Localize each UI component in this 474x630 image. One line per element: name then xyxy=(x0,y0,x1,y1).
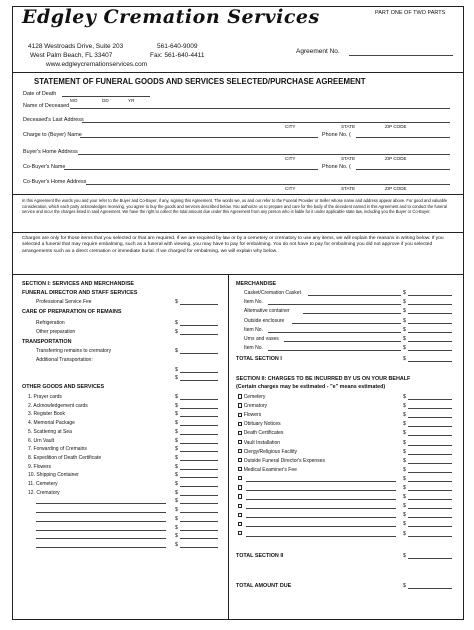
total-section-2-field[interactable] xyxy=(408,558,452,559)
merchandise-item-label: Item No. xyxy=(244,299,263,306)
city-label: CITY xyxy=(285,124,296,129)
city-label-2: CITY xyxy=(285,156,296,161)
merchandise-item-line[interactable] xyxy=(308,295,401,296)
blank-item-line[interactable] xyxy=(36,503,166,504)
state-label-2: STATE xyxy=(341,156,356,161)
other-goods-item-label: 10. Shipping Container xyxy=(28,472,79,479)
dollar-sign: $ xyxy=(175,515,178,522)
staff-title: FUNERAL DIRECTOR AND STAFF SERVICES xyxy=(22,290,138,296)
section-2-item[interactable] xyxy=(238,440,280,446)
dollar-sign: $ xyxy=(403,412,406,419)
dollar-sign: $ xyxy=(403,503,406,510)
dollar-sign: $ xyxy=(175,394,178,400)
agreement-no-label: Agreement No. xyxy=(296,48,340,55)
dollar-sign: $ xyxy=(403,530,406,537)
dollar-sign: $ xyxy=(175,507,178,514)
checkbox[interactable] xyxy=(238,422,242,426)
charges-paragraph: Charges are only for those items that you selected or that are required. If we are required by law or by a cemetery or crematory to use any items, we will explain the reasons in writing below. If you selected a funeral that may require embalming, such as a funeral with viewing, you may have to pay for embalming. You do not have to pay for embalming you did not approve if you selected arrangements such as a direct cremation or immediate burial. If we charged for embalming, we will explain why below. xyxy=(22,236,444,254)
dollar-sign: $ xyxy=(403,521,406,528)
fax-number: Fax: 561-640-4411 xyxy=(150,52,205,59)
divider-4 xyxy=(12,274,464,275)
checkbox[interactable] xyxy=(238,413,242,417)
merchandise-item-line[interactable] xyxy=(303,313,401,314)
other-goods-item-label: 1. Prayer cards xyxy=(28,394,62,400)
zip-label-3: ZIP CODE xyxy=(385,186,407,191)
merchandise-title: MERCHANDISE xyxy=(236,281,277,287)
other-goods-title: OTHER GOODS AND SERVICES xyxy=(22,384,105,390)
section-1-title: SECTION I: SERVICES AND MERCHANDISE xyxy=(22,281,135,287)
buyer-phone-field[interactable] xyxy=(356,137,450,138)
checkbox[interactable] xyxy=(238,394,242,398)
form-title: STATEMENT OF FUNERAL GOODS AND SERVICES SELECTED/PURCHASE AGREEMENT xyxy=(34,77,366,86)
section-2-item-field[interactable] xyxy=(408,490,452,491)
dollar-sign: $ xyxy=(175,367,178,373)
merchandise-item-line[interactable] xyxy=(268,350,401,351)
website: www.edgleycremationservices.com xyxy=(46,61,148,68)
dollar-sign: $ xyxy=(403,457,406,464)
section-2-blank-line[interactable] xyxy=(246,526,396,527)
checkbox[interactable] xyxy=(238,467,242,471)
dollar-sign: $ xyxy=(403,403,406,410)
dollar-sign: $ xyxy=(175,446,178,453)
other-goods-item-label: 9. Flowers xyxy=(28,463,52,470)
dollar-sign: $ xyxy=(175,541,178,548)
cobuyer-name-field[interactable] xyxy=(64,169,318,170)
other-goods-item-label: 6. Urn Vault xyxy=(28,437,55,444)
dollar-sign: $ xyxy=(403,421,406,428)
checkbox[interactable] xyxy=(238,531,242,535)
dollar-sign: $ xyxy=(403,336,406,342)
checkbox[interactable] xyxy=(238,513,242,517)
transport-title: TRANSPORTATION xyxy=(22,339,72,345)
other-goods-item-label: 11. Cemetery xyxy=(28,481,58,487)
other-goods-item-field[interactable] xyxy=(180,477,218,478)
other-goods-item-field[interactable] xyxy=(180,416,218,417)
total-section-1-label: TOTAL SECTION I xyxy=(236,356,282,362)
section-2-blank-item[interactable] xyxy=(238,503,244,509)
other-goods-item-field[interactable] xyxy=(180,469,218,470)
dollar-sign: $ xyxy=(403,553,406,559)
divider-2 xyxy=(12,194,464,195)
other-goods-item-label: 2. Acknowledgement cards xyxy=(28,402,88,409)
blank-item-line[interactable] xyxy=(36,538,166,539)
merchandise-item-label: Urns and vases xyxy=(244,336,279,342)
charge-to-field[interactable] xyxy=(80,137,318,138)
address-line2: West Palm Beach, FL 33407 xyxy=(30,52,113,59)
section-2-item-field[interactable] xyxy=(408,399,452,400)
dollar-sign: $ xyxy=(175,411,178,418)
section-2-item-label: Death Certificates xyxy=(243,430,284,437)
other-goods-item-field[interactable] xyxy=(180,460,218,461)
dollar-sign: $ xyxy=(403,475,406,482)
section-2-blank-line[interactable] xyxy=(246,490,396,491)
other-goods-item-label: 3. Register Book xyxy=(28,411,65,418)
dollar-sign: $ xyxy=(175,489,178,496)
dollar-sign: $ xyxy=(175,320,178,326)
other-prep-field[interactable] xyxy=(180,334,218,335)
section-2-item-field[interactable] xyxy=(408,408,452,409)
dollar-sign: $ xyxy=(403,494,406,501)
checkbox[interactable] xyxy=(238,449,242,453)
merchandise-item-field[interactable] xyxy=(408,323,452,324)
phone-label: Phone No. ( xyxy=(322,132,351,138)
refrigeration-label: Refrigeration xyxy=(36,320,65,326)
section-2-title: SECTION II: CHARGES TO BE INCURRED BY US ON YOUR BEHALF xyxy=(236,376,411,382)
phone-label-2: Phone No. ( xyxy=(322,164,351,170)
section-2-blank-item[interactable] xyxy=(238,485,244,491)
section-2-item-field[interactable] xyxy=(408,426,452,427)
section-2-item[interactable] xyxy=(238,458,325,464)
blank-item-amount-field[interactable] xyxy=(180,538,218,539)
additional-transport-field-1[interactable] xyxy=(180,372,218,373)
dollar-sign: $ xyxy=(175,472,178,479)
checkbox[interactable] xyxy=(238,431,242,435)
dollar-sign: $ xyxy=(403,356,406,362)
merchandise-item-label: Item No. xyxy=(244,326,263,333)
section-2-item-field[interactable] xyxy=(408,517,452,518)
section-2-item-label: Cemetery xyxy=(243,394,266,400)
checkbox[interactable] xyxy=(238,458,242,462)
merchandise-item-label: Outside enclosure xyxy=(244,317,285,324)
dollar-sign: $ xyxy=(175,437,178,444)
transfer-field[interactable] xyxy=(180,353,218,354)
other-goods-item-label: 8. Expedition of Death Certificate xyxy=(28,454,102,461)
care-title: CARE OF PREPARATION OF REMAINS xyxy=(22,309,122,315)
blank-item-amount-field[interactable] xyxy=(180,503,218,504)
dollar-sign: $ xyxy=(403,448,406,455)
section-2-item-label: Outside Funeral Director's Expenses xyxy=(243,457,325,464)
blank-item-line[interactable] xyxy=(36,512,166,513)
other-prep-label: Other preparation xyxy=(36,329,76,335)
section-2-blank-line[interactable] xyxy=(246,499,396,500)
dollar-sign: $ xyxy=(403,345,406,352)
cobuyer-phone-field[interactable] xyxy=(356,169,450,170)
section-2-item-field[interactable] xyxy=(408,463,452,464)
section-2-blank-item[interactable] xyxy=(238,521,244,527)
name-deceased-label: Name of Deceased xyxy=(23,103,70,109)
dollar-sign: $ xyxy=(175,329,178,335)
company-name: Edgley Cremation Services xyxy=(22,6,320,28)
section-2-item-label: Clergy/Religious Facility xyxy=(243,448,298,455)
checkbox[interactable] xyxy=(238,403,242,407)
mo-label: MO xyxy=(70,98,78,103)
section-2-blank-item[interactable] xyxy=(238,494,244,500)
phone-number: 561-640-9009 xyxy=(157,43,198,50)
buyer-home-field[interactable] xyxy=(78,154,450,155)
other-goods-item-label: 5. Scattering at Sea xyxy=(28,428,72,435)
section-2-blank-item[interactable] xyxy=(238,476,244,482)
dollar-sign: $ xyxy=(175,533,178,540)
checkbox[interactable] xyxy=(238,494,242,498)
other-goods-item-field[interactable] xyxy=(180,399,218,400)
section-2-blank-line[interactable] xyxy=(246,536,396,537)
dollar-sign: $ xyxy=(403,430,406,437)
part-label: PART ONE OF TWO PARTS xyxy=(375,10,446,16)
professional-fee-label: Professional Service Fee xyxy=(36,299,92,305)
section-2-note: (Certain charges may be estimated - "e" means estimated) xyxy=(236,384,386,390)
section-2-blank-item[interactable] xyxy=(238,512,244,518)
section-2-item-field[interactable] xyxy=(408,481,452,482)
dollar-sign: $ xyxy=(403,326,406,333)
dollar-sign: $ xyxy=(175,402,178,409)
section-2-item-label: Obituary Notices xyxy=(243,421,281,428)
blank-item-line[interactable] xyxy=(36,547,166,548)
zip-label-2: ZIP CODE xyxy=(385,156,407,161)
total-amount-due-field[interactable] xyxy=(408,588,452,589)
section-2-item-field[interactable] xyxy=(408,499,452,500)
other-goods-item-field[interactable] xyxy=(180,451,218,452)
section-2-item[interactable] xyxy=(238,412,261,418)
state-label-3: STATE xyxy=(341,186,356,191)
section-2-item-field[interactable] xyxy=(408,472,452,473)
merchandise-item-label: Casket/Cremation Casket xyxy=(244,290,301,296)
checkbox[interactable] xyxy=(238,485,242,489)
state-label: STATE xyxy=(341,124,356,129)
section-2-item[interactable] xyxy=(238,449,297,455)
merchandise-item-field[interactable] xyxy=(408,304,452,305)
date-of-death-field[interactable] xyxy=(62,96,150,97)
merchandise-item-field[interactable] xyxy=(408,295,452,296)
section-2-blank-item[interactable] xyxy=(238,531,244,537)
section-2-item[interactable] xyxy=(238,430,283,436)
buyer-home-label: Buyer's Home Address xyxy=(23,149,78,155)
checkbox[interactable] xyxy=(238,440,242,444)
charge-to-label: Charge to (Buyer) Name xyxy=(23,132,82,138)
dollar-sign: $ xyxy=(403,439,406,446)
blank-item-line[interactable] xyxy=(36,521,166,522)
last-address-field[interactable] xyxy=(82,122,450,123)
section-2-blank-line[interactable] xyxy=(246,508,396,509)
dd-label: DD xyxy=(102,98,109,103)
section-2-item-label: Crematory xyxy=(243,403,268,410)
dollar-sign: $ xyxy=(403,290,406,296)
section-2-item-field[interactable] xyxy=(408,435,452,436)
blank-item-amount-field[interactable] xyxy=(180,530,218,531)
section-2-item-field[interactable] xyxy=(408,508,452,509)
total-amount-due-label: TOTAL AMOUNT DUE xyxy=(236,583,292,589)
yr-label: YR xyxy=(128,98,135,103)
agreement-paragraph: In this Agreement the words you and your refer to the Buyer and Co-Buyer, if any, signing this Agreement. The words we, us and our refer to the Funeral Provider or Seller whose name and address appear above. For good and valuable consideration, which each party acknowledges receiving, you agree to buy the goods and services described below. You authorize us to prepare and care for the body of the decedent named in this Agreement and to conduct the funeral service and incur the charges listed in said Agreement. We have the right to collect the total amount due under this Agreement from any person who is liable for it under applicable state law, including you the Buyer or Co-Buyer. xyxy=(22,198,448,215)
section-2-item-label: Vault Installation xyxy=(243,439,281,446)
section-2-item-field[interactable] xyxy=(408,526,452,527)
cobuyer-home-field[interactable] xyxy=(86,184,450,185)
column-divider xyxy=(228,274,229,620)
section-2-item[interactable] xyxy=(238,421,281,427)
last-address-label: Deceased's Last Address xyxy=(23,117,84,123)
checkbox[interactable] xyxy=(238,504,242,508)
other-goods-item-field[interactable] xyxy=(180,495,218,496)
other-goods-item-field[interactable] xyxy=(180,408,218,409)
divider-3 xyxy=(12,232,464,233)
section-2-item-label: Medical Examiner's Fee xyxy=(243,466,297,473)
cobuyer-name-label: Co-Buyer's Name xyxy=(23,164,66,170)
dollar-sign: $ xyxy=(403,583,406,589)
refrigeration-field[interactable] xyxy=(180,325,218,326)
dollar-sign: $ xyxy=(403,512,406,519)
other-goods-item-field[interactable] xyxy=(180,425,218,426)
merchandise-item-line[interactable] xyxy=(292,323,401,324)
blank-item-amount-field[interactable] xyxy=(180,521,218,522)
merchandise-item-label: Alternative container xyxy=(244,308,290,315)
dollar-sign: $ xyxy=(403,466,406,473)
section-2-blank-line[interactable] xyxy=(246,481,396,482)
section-2-item[interactable] xyxy=(238,403,267,409)
dollar-sign: $ xyxy=(403,485,406,491)
merchandise-item-field[interactable] xyxy=(408,350,452,351)
dollar-sign: $ xyxy=(175,498,178,505)
other-goods-item-label: 7. Forwarding of Cremains xyxy=(28,446,87,453)
other-goods-item-field[interactable] xyxy=(180,443,218,444)
merchandise-item-field[interactable] xyxy=(408,341,452,342)
dollar-sign: $ xyxy=(175,463,178,470)
total-section-2-label: TOTAL SECTION II xyxy=(236,553,284,559)
section-2-item-field[interactable] xyxy=(408,417,452,418)
section-2-item[interactable] xyxy=(238,394,265,400)
dollar-sign: $ xyxy=(175,428,178,435)
other-goods-item-label: 4. Memorial Package xyxy=(28,420,75,427)
city-label-3: CITY xyxy=(285,186,296,191)
checkbox[interactable] xyxy=(238,476,242,480)
zip-label: ZIP CODE xyxy=(385,124,407,129)
additional-transport-field-2[interactable] xyxy=(180,380,218,381)
dollar-sign: $ xyxy=(175,454,178,461)
dollar-sign: $ xyxy=(175,375,178,381)
dollar-sign: $ xyxy=(403,394,406,400)
dollar-sign: $ xyxy=(175,348,178,354)
agreement-no-field[interactable] xyxy=(349,55,453,56)
checkbox[interactable] xyxy=(238,522,242,526)
date-of-death-label: Date of Death xyxy=(23,91,57,97)
cobuyer-home-label: Co-Buyer's Home Address xyxy=(23,179,87,185)
dollar-sign: $ xyxy=(403,299,406,306)
name-deceased-field[interactable] xyxy=(70,108,450,109)
merchandise-item-line[interactable] xyxy=(268,304,401,305)
section-2-item-field[interactable] xyxy=(408,536,452,537)
dollar-sign: $ xyxy=(175,420,178,427)
section-2-item[interactable] xyxy=(238,467,297,473)
total-section-1-field[interactable] xyxy=(408,361,452,362)
section-2-item-field[interactable] xyxy=(408,445,452,446)
section-2-blank-line[interactable] xyxy=(246,517,396,518)
merchandise-item-label: Item No. xyxy=(244,345,263,352)
other-goods-item-field[interactable] xyxy=(180,434,218,435)
blank-item-amount-field[interactable] xyxy=(180,547,218,548)
dollar-sign: $ xyxy=(175,299,178,305)
address-line1: 4128 Westroads Drive, Suite 203 xyxy=(28,43,124,50)
merchandise-item-field[interactable] xyxy=(408,332,452,333)
transfer-label: Transferring remains to crematory xyxy=(36,348,112,354)
dollar-sign: $ xyxy=(175,524,178,531)
merchandise-item-field[interactable] xyxy=(408,313,452,314)
merchandise-item-line[interactable] xyxy=(284,341,401,342)
other-goods-item-label: 12. Crematory xyxy=(28,489,60,496)
blank-item-line[interactable] xyxy=(36,530,166,531)
other-goods-item-field[interactable] xyxy=(180,486,218,487)
header-divider xyxy=(12,72,464,73)
section-2-item-label: Flowers xyxy=(243,412,262,419)
blank-item-amount-field[interactable] xyxy=(180,512,218,513)
dollar-sign: $ xyxy=(403,317,406,324)
dollar-sign: $ xyxy=(175,481,178,487)
section-2-item-field[interactable] xyxy=(408,454,452,455)
merchandise-item-line[interactable] xyxy=(268,332,401,333)
additional-transport-label: Additional Transportation: xyxy=(36,357,93,363)
professional-fee-field[interactable] xyxy=(180,304,218,305)
dollar-sign: $ xyxy=(403,308,406,315)
